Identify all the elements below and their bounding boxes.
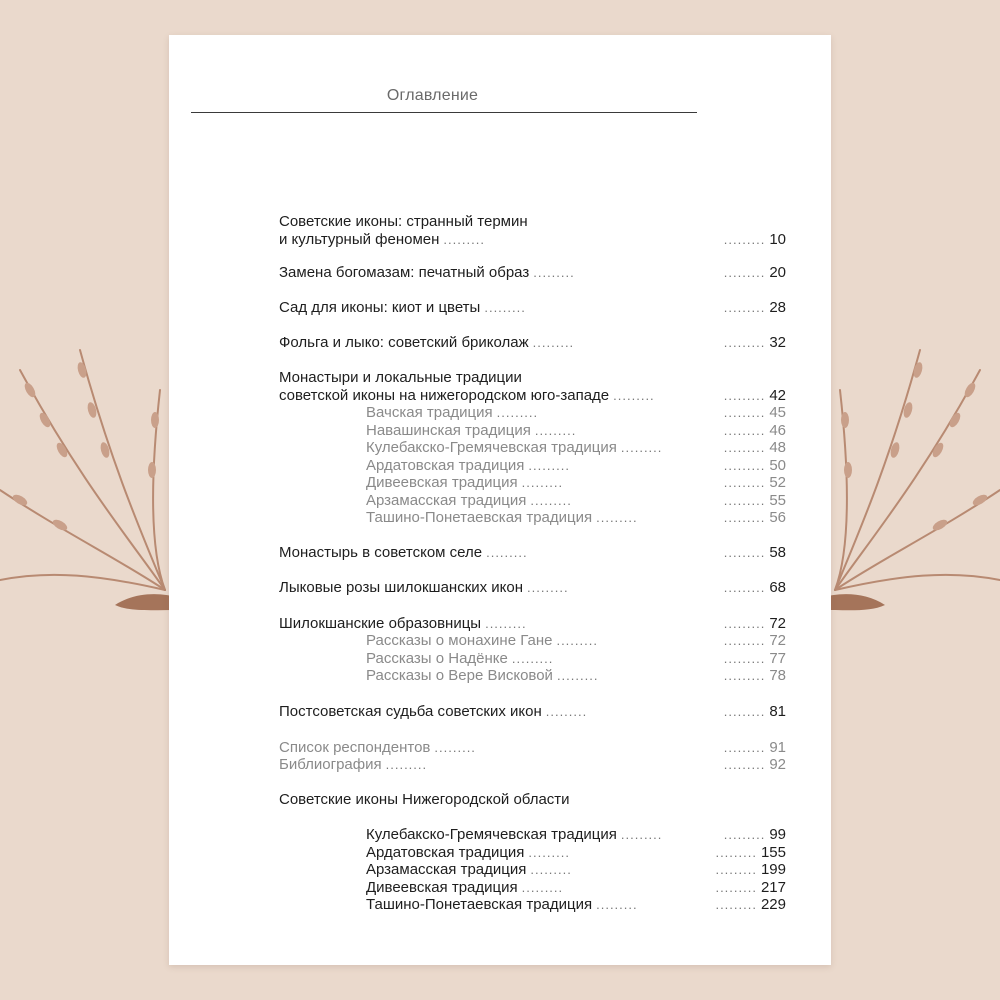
toc-entry[interactable]	[279, 299, 786, 317]
toc-page-number: ......... 99	[723, 826, 786, 843]
toc-entry-title: и культурный феномен .........	[279, 230, 485, 248]
toc-entry-title: Постсоветская судьба советских икон .........	[279, 703, 588, 720]
toc-entry-title: Арзамасская традиция .........	[366, 861, 572, 878]
leader-dots: .........	[532, 335, 575, 350]
toc-entry[interactable]	[366, 844, 786, 862]
toc-entry-title: Навашинская традиция .........	[366, 422, 577, 439]
toc-page-number: ......... 52	[723, 474, 786, 491]
leader-dots: .........	[556, 633, 598, 648]
leader-dots: .........	[620, 440, 663, 455]
toc-entry-title: Советские иконы: странный термин	[279, 213, 528, 230]
toc-entry-title: Ташино-Понетаевская традиция .........	[366, 896, 638, 913]
toc-page-number: ......... 55	[723, 492, 786, 509]
leader-dots: .........	[530, 862, 572, 877]
toc-page-number: ......... 46	[723, 422, 786, 439]
toc-entry-title: Советские иконы Нижегородской области	[279, 791, 570, 808]
toc-entry-title: Дивеевская традиция .........	[366, 474, 564, 491]
toc-page-number: ......... 20	[723, 264, 786, 281]
toc-entry[interactable]	[279, 791, 786, 809]
leader-dots: .........	[486, 545, 528, 560]
toc-page-number: ......... 45	[723, 404, 786, 421]
toc-entry-title: Ташино-Понетаевская традиция .........	[366, 509, 638, 526]
toc-page-number: ......... 58	[723, 544, 786, 561]
toc-entry-title: Арзамасская традиция .........	[366, 492, 572, 509]
toc-page-number: ......... 77	[723, 650, 786, 667]
toc-entry[interactable]	[279, 369, 786, 404]
leader-dots: .........	[521, 880, 564, 895]
leader-dots: .........	[496, 405, 539, 420]
toc-entry-title: Рассказы о монахине Гане .........	[366, 632, 598, 649]
toc-entry[interactable]	[366, 667, 786, 685]
leader-dots: .........	[530, 493, 572, 508]
toc-entry-title: Ардатовская традиция .........	[366, 457, 570, 474]
toc-page-number: ......... 72	[723, 632, 786, 649]
toc-page-number: ......... 217	[715, 879, 786, 896]
leader-dots: .........	[533, 265, 575, 280]
toc-entry[interactable]	[279, 739, 786, 757]
toc-page-number: ......... 155	[715, 844, 786, 861]
toc-entry[interactable]	[279, 264, 786, 282]
toc-entry[interactable]	[366, 879, 786, 897]
leader-dots: .........	[596, 897, 638, 912]
toc-entry-title: Монастыри и локальные традиции	[279, 369, 522, 386]
leader-dots: .........	[485, 616, 527, 631]
toc-entry[interactable]	[366, 404, 786, 422]
toc-page-number: ......... 48	[723, 439, 786, 456]
toc-entry-title: Вачская традиция .........	[366, 404, 539, 421]
toc-page-number: ......... 10	[723, 230, 786, 248]
leader-dots: .........	[511, 651, 554, 666]
willow-branch-right-icon	[820, 330, 1000, 620]
toc-entry-title: Библиография .........	[279, 756, 428, 773]
toc-page-number: ......... 32	[723, 334, 786, 351]
leader-dots: .........	[613, 387, 655, 403]
toc-entry[interactable]	[279, 703, 786, 721]
leader-dots: .........	[596, 510, 638, 525]
toc-entry[interactable]	[279, 756, 786, 774]
toc-entry-title: Замена богомазам: печатный образ .........	[279, 264, 575, 281]
leader-dots: .........	[484, 300, 526, 315]
toc-entry[interactable]	[279, 615, 786, 633]
leader-dots: .........	[556, 668, 599, 683]
toc-entry-title: Сад для иконы: киот и цветы .........	[279, 299, 526, 316]
toc-entry-title: Рассказы о Надёнке .........	[366, 650, 554, 667]
toc-page-number: ......... 68	[723, 579, 786, 596]
toc-entry[interactable]	[366, 474, 786, 492]
leader-dots: .........	[443, 231, 485, 247]
toc-entry-title: Кулебакско-Гремячевская традиция .........	[366, 439, 663, 456]
toc-page-number: ......... 78	[723, 667, 786, 684]
toc-page-number: ......... 91	[723, 739, 786, 756]
toc-entry-title: Шилокшанские образовницы .........	[279, 615, 527, 632]
toc-entry[interactable]	[279, 334, 786, 352]
toc-page-number: ......... 72	[723, 615, 786, 632]
toc-entry-title: Ардатовская традиция .........	[366, 844, 570, 861]
toc-entry[interactable]	[366, 650, 786, 668]
toc-entry[interactable]	[279, 213, 786, 248]
leader-dots: .........	[620, 827, 663, 842]
toc-entry[interactable]	[366, 509, 786, 527]
toc-entry-title: Монастырь в советском селе .........	[279, 544, 528, 561]
willow-branch-left-icon	[0, 330, 180, 620]
toc-entry-title: Фольга и лыко: советский бриколаж .........	[279, 334, 575, 351]
leader-dots: .........	[528, 458, 570, 473]
leader-dots: .........	[521, 475, 564, 490]
toc-page-number: ......... 199	[715, 861, 786, 878]
toc-page-number: ......... 81	[723, 703, 786, 720]
toc-page-number: ......... 28	[723, 299, 786, 316]
toc-page-number: ......... 229	[715, 896, 786, 913]
leader-dots: .........	[528, 845, 570, 860]
toc-entry[interactable]	[279, 544, 786, 562]
toc-entry[interactable]	[366, 422, 786, 440]
toc-entry[interactable]	[366, 826, 786, 844]
toc-entry[interactable]	[366, 492, 786, 510]
toc-page-number: ......... 50	[723, 457, 786, 474]
toc-page-number: ......... 92	[723, 756, 786, 773]
toc-entry[interactable]	[366, 439, 786, 457]
leader-dots: .........	[527, 580, 569, 595]
leader-dots: .........	[534, 423, 577, 438]
leader-dots: .........	[434, 740, 476, 755]
toc-entry-title: Список респондентов .........	[279, 739, 476, 756]
toc-entry-title: Рассказы о Вере Висковой .........	[366, 667, 599, 684]
toc-entry[interactable]	[366, 896, 786, 914]
toc-page-number: ......... 56	[723, 509, 786, 526]
leader-dots: .........	[545, 704, 588, 719]
toc-entry[interactable]	[366, 861, 786, 879]
toc-entry[interactable]	[279, 579, 786, 597]
toc-entry-title: советской иконы на нижегородском юго-западе .........	[279, 386, 655, 404]
toc-entry[interactable]	[366, 632, 786, 650]
book-page	[169, 35, 831, 965]
toc-heading: Оглавление	[386, 87, 479, 104]
toc-entry[interactable]	[366, 457, 786, 475]
table-of-contents	[169, 35, 831, 965]
toc-entry-title: Кулебакско-Гремячевская традиция .........	[366, 826, 663, 843]
toc-entry-title: Лыковые розы шилокшанских икон .........	[279, 579, 569, 596]
toc-page-number: ......... 42	[723, 386, 786, 404]
leader-dots: .........	[385, 757, 428, 772]
toc-entry-title: Дивеевская традиция .........	[366, 879, 564, 896]
